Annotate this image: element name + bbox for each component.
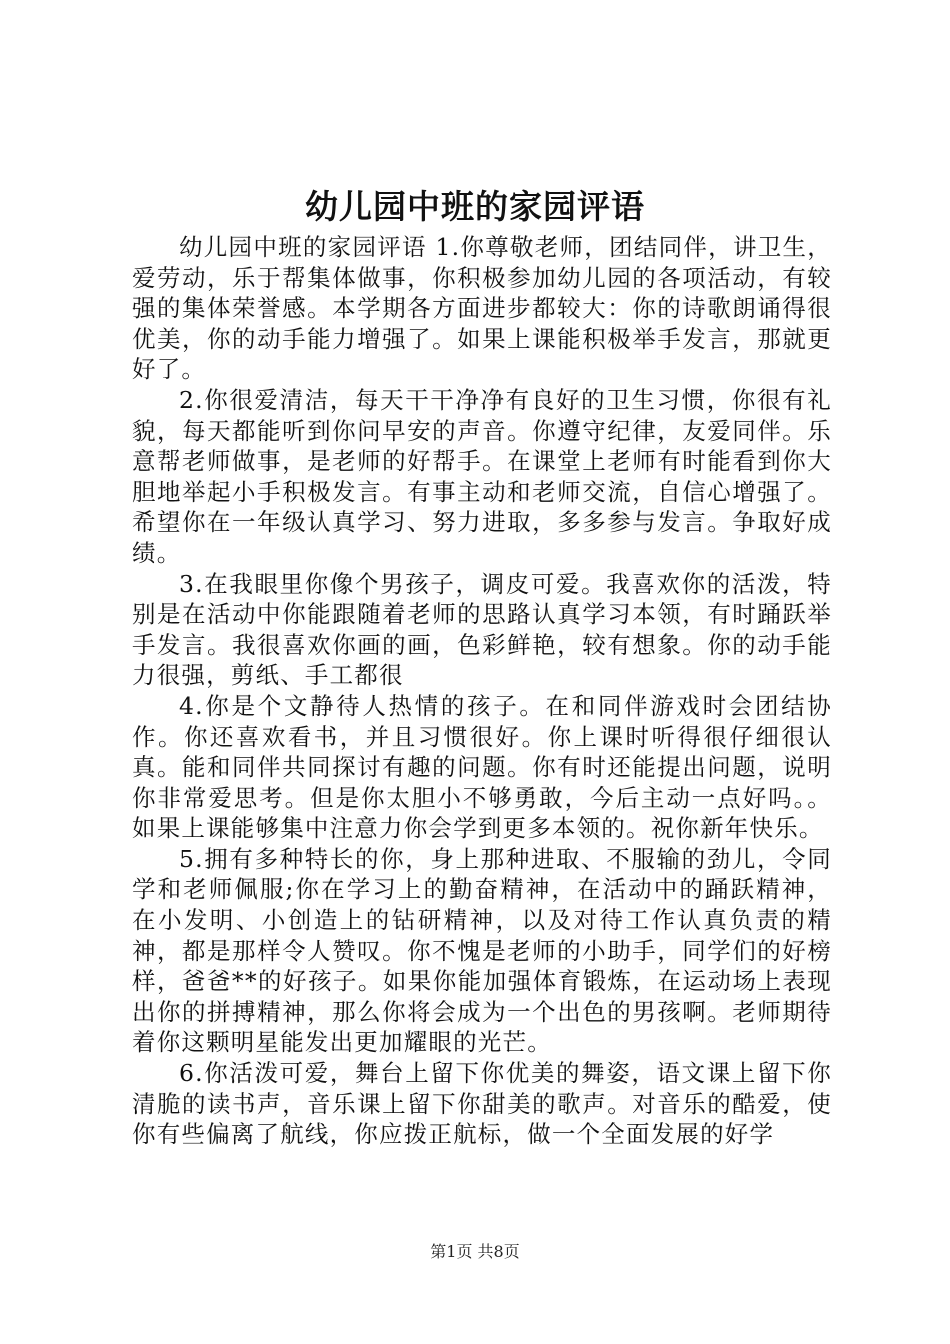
document-title: 幼儿园中班的家园评语	[305, 187, 645, 226]
paragraph-2: 2.你很爱清洁，每天干干净净有良好的卫生习惯，你很有礼貌，每天都能听到你问早安的声音。你遵守纪律，友爱同伴。乐意帮老师做事，是老师的好帮手。在课堂上老师有时能看到你大胆地举起小手积极发言。有事主动和老师交流，自信心增强了。希望你在一年级认真学习、努力进取，多多参与发言。争取好成绩。	[132, 385, 832, 567]
document-body	[132, 232, 832, 1150]
paragraph-6: 6.你活泼可爱，舞台上留下你优美的舞姿，语文课上留下你清脆的读书声，音乐课上留下你甜美的歌声。对音乐的酷爱，使你有些偏离了航线，你应拨正航标，做一个全面发展的好学	[132, 1059, 832, 1149]
paragraph-5: 5.拥有多种特长的你，身上那种进取、不服输的劲儿，令同学和老师佩服;你在学习上的勤奋精神，在活动中的踊跃精神，在小发明、小创造上的钻研精神，以及对待工作认真负责的精神，都是那样令人赞叹。你不愧是老师的小助手，同学们的好榜样，爸爸**的好孩子。如果你能加强体育锻炼，在运动场上表现出你的拼搏精神，那么你将会成为一个出色的男孩啊。老师期待着你这颗明星能发出更加耀眼的光芒。	[132, 844, 832, 1057]
page-footer: 第1页 共8页	[430, 1242, 520, 1261]
paragraph-3: 3.在我眼里你像个男孩子，调皮可爱。我喜欢你的活泼，特别是在活动中你能跟随着老师的思路认真学习本领，有时踊跃举手发言。我很喜欢你画的画，色彩鲜艳，较有想象。你的动手能力很强，剪纸、手工都很	[132, 569, 832, 690]
paragraph-4: 4.你是个文静待人热情的孩子。在和同伴游戏时会团结协作。你还喜欢看书，并且习惯很好。你上课时听得很仔细很认真。能和同伴共同探讨有趣的问题。你有时还能提出问题，说明你非常爱思考。但是你太胆小不够勇敢，今后主动一点好吗。。如果上课能够集中注意力你会学到更多本领的。祝你新年快乐。	[132, 691, 832, 843]
paragraph-1: 幼儿园中班的家园评语 1.你尊敬老师，团结同伴，讲卫生，爱劳动，乐于帮集体做事，你积极参加幼儿园的各项活动，有较强的集体荣誉感。本学期各方面进步都较大：你的诗歌朗诵得很优美，你的动手能力增强了。如果上课能积极举手发言，那就更好了。	[132, 233, 832, 384]
